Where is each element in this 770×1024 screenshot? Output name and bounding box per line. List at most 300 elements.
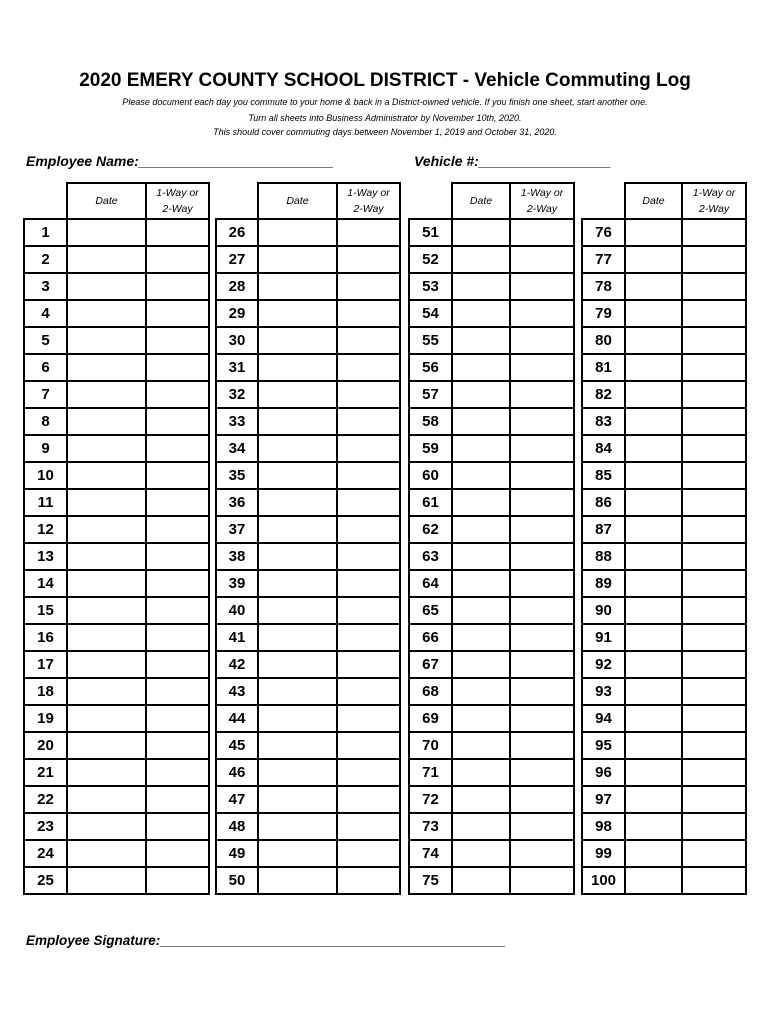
way-cell[interactable]	[337, 813, 400, 840]
table-row	[24, 354, 209, 381]
way-cell[interactable]	[682, 759, 746, 786]
row-number: 56	[409, 354, 452, 381]
way-cell[interactable]	[146, 597, 209, 624]
header-blank	[24, 183, 67, 219]
row-number: 14	[24, 570, 67, 597]
way-cell[interactable]	[510, 813, 574, 840]
date-cell[interactable]	[67, 624, 146, 651]
date-cell[interactable]	[452, 651, 510, 678]
date-cell[interactable]	[67, 786, 146, 813]
date-cell[interactable]	[258, 786, 337, 813]
table-row	[24, 408, 209, 435]
way-cell[interactable]	[682, 246, 746, 273]
way-cell[interactable]	[510, 219, 574, 246]
way-cell[interactable]	[337, 354, 400, 381]
way-cell[interactable]	[146, 273, 209, 300]
table-row	[216, 732, 400, 759]
row-number: 94	[582, 705, 625, 732]
row-number: 61	[409, 489, 452, 516]
log-table-2	[215, 182, 401, 895]
date-cell[interactable]	[67, 543, 146, 570]
way-cell[interactable]	[337, 840, 400, 867]
row-number: 43	[216, 678, 258, 705]
row-number: 81	[582, 354, 625, 381]
date-cell[interactable]	[258, 516, 337, 543]
row-number: 7	[24, 381, 67, 408]
way-cell[interactable]	[682, 381, 746, 408]
way-cell[interactable]	[510, 624, 574, 651]
way-cell[interactable]	[146, 786, 209, 813]
date-cell[interactable]	[452, 300, 510, 327]
way-cell[interactable]	[682, 516, 746, 543]
instruction-line-2: Turn all sheets into Business Administrator by November 10th, 2020.	[248, 113, 522, 123]
date-cell[interactable]	[258, 624, 337, 651]
vehicle-number-field[interactable]: Vehicle #:_________________	[414, 153, 612, 169]
date-cell[interactable]	[452, 705, 510, 732]
date-cell[interactable]	[625, 273, 682, 300]
date-cell[interactable]	[452, 570, 510, 597]
date-cell[interactable]	[625, 705, 682, 732]
row-number: 90	[582, 597, 625, 624]
row-number: 40	[216, 597, 258, 624]
date-cell[interactable]	[258, 840, 337, 867]
table-row	[409, 840, 574, 867]
way-cell[interactable]	[337, 759, 400, 786]
way-cell[interactable]	[510, 732, 574, 759]
way-cell[interactable]	[682, 570, 746, 597]
date-cell[interactable]	[452, 786, 510, 813]
table-row	[582, 408, 746, 435]
date-cell[interactable]	[625, 435, 682, 462]
way-cell[interactable]	[146, 489, 209, 516]
table-row	[24, 840, 209, 867]
way-cell[interactable]	[337, 597, 400, 624]
date-cell[interactable]	[625, 786, 682, 813]
table-row	[409, 408, 574, 435]
way-cell[interactable]	[146, 624, 209, 651]
way-header-line-1: 1-Way or	[520, 187, 564, 199]
table-row	[24, 543, 209, 570]
date-cell[interactable]	[67, 354, 146, 381]
table-row	[582, 570, 746, 597]
table-row	[582, 246, 746, 273]
row-number: 5	[24, 327, 67, 354]
way-cell[interactable]	[682, 732, 746, 759]
table-row	[24, 678, 209, 705]
way-cell[interactable]	[337, 570, 400, 597]
date-cell[interactable]	[258, 408, 337, 435]
way-cell[interactable]	[146, 327, 209, 354]
way-cell[interactable]	[337, 651, 400, 678]
row-number: 13	[24, 543, 67, 570]
date-cell[interactable]	[625, 570, 682, 597]
way-cell[interactable]	[682, 678, 746, 705]
date-cell[interactable]	[67, 462, 146, 489]
way-cell[interactable]	[510, 786, 574, 813]
way-cell[interactable]	[682, 354, 746, 381]
way-cell[interactable]	[682, 840, 746, 867]
row-number: 80	[582, 327, 625, 354]
way-cell[interactable]	[146, 840, 209, 867]
date-cell[interactable]	[625, 300, 682, 327]
way-cell[interactable]	[682, 462, 746, 489]
way-cell[interactable]	[682, 300, 746, 327]
row-number: 77	[582, 246, 625, 273]
date-cell[interactable]	[67, 300, 146, 327]
way-cell[interactable]	[682, 867, 746, 894]
row-number: 16	[24, 624, 67, 651]
row-number: 15	[24, 597, 67, 624]
date-cell[interactable]	[625, 651, 682, 678]
date-cell[interactable]	[625, 813, 682, 840]
table-row	[216, 651, 400, 678]
way-cell[interactable]	[337, 489, 400, 516]
date-cell[interactable]	[67, 813, 146, 840]
way-cell[interactable]	[337, 219, 400, 246]
way-cell[interactable]	[337, 678, 400, 705]
way-cell[interactable]	[146, 219, 209, 246]
way-cell[interactable]	[510, 408, 574, 435]
way-cell[interactable]	[510, 273, 574, 300]
page-title: 2020 EMERY COUNTY SCHOOL DISTRICT - Vehicle Commuting Log	[79, 70, 691, 91]
date-cell[interactable]	[67, 597, 146, 624]
date-cell[interactable]	[67, 840, 146, 867]
way-cell[interactable]	[146, 705, 209, 732]
date-cell[interactable]	[258, 543, 337, 570]
date-cell[interactable]	[452, 759, 510, 786]
way-cell[interactable]	[337, 381, 400, 408]
date-cell[interactable]	[625, 462, 682, 489]
table-row	[24, 489, 209, 516]
log-table-4	[581, 182, 747, 895]
table-row	[216, 570, 400, 597]
row-number: 12	[24, 516, 67, 543]
way-cell[interactable]	[337, 246, 400, 273]
way-header-line-1: 1-Way or	[692, 187, 736, 199]
way-cell[interactable]	[510, 435, 574, 462]
way-cell[interactable]	[146, 543, 209, 570]
way-cell[interactable]	[682, 435, 746, 462]
way-cell[interactable]	[337, 435, 400, 462]
date-cell[interactable]	[625, 678, 682, 705]
row-number: 35	[216, 462, 258, 489]
date-cell[interactable]	[67, 273, 146, 300]
way-cell[interactable]	[337, 543, 400, 570]
way-cell[interactable]	[510, 462, 574, 489]
row-number: 27	[216, 246, 258, 273]
date-cell[interactable]	[258, 651, 337, 678]
date-cell[interactable]	[452, 840, 510, 867]
row-number: 37	[216, 516, 258, 543]
way-cell[interactable]	[510, 678, 574, 705]
way-cell[interactable]	[682, 786, 746, 813]
date-cell[interactable]	[452, 435, 510, 462]
row-number: 53	[409, 273, 452, 300]
row-number: 23	[24, 813, 67, 840]
date-cell[interactable]	[258, 327, 337, 354]
table-row	[24, 705, 209, 732]
date-cell[interactable]	[258, 570, 337, 597]
row-number: 89	[582, 570, 625, 597]
date-cell[interactable]	[258, 300, 337, 327]
way-cell[interactable]	[682, 408, 746, 435]
way-cell[interactable]	[146, 813, 209, 840]
date-cell[interactable]	[625, 246, 682, 273]
way-cell[interactable]	[682, 543, 746, 570]
table-row	[582, 597, 746, 624]
way-cell[interactable]	[146, 381, 209, 408]
date-cell[interactable]	[67, 219, 146, 246]
date-cell[interactable]	[452, 732, 510, 759]
way-cell[interactable]	[510, 543, 574, 570]
way-cell[interactable]	[682, 651, 746, 678]
way-cell[interactable]	[146, 867, 209, 894]
row-number: 98	[582, 813, 625, 840]
way-cell[interactable]	[337, 462, 400, 489]
way-cell[interactable]	[146, 462, 209, 489]
table-row	[409, 597, 574, 624]
way-cell[interactable]	[510, 516, 574, 543]
way-cell[interactable]	[146, 759, 209, 786]
date-cell[interactable]	[452, 327, 510, 354]
row-number: 10	[24, 462, 67, 489]
date-cell[interactable]	[625, 327, 682, 354]
way-cell[interactable]	[146, 651, 209, 678]
way-cell[interactable]	[682, 489, 746, 516]
employee-name-field[interactable]: Employee Name:_________________________	[26, 153, 334, 169]
instruction-line-1: Please document each day you commute to your home & back in a District-owned vehicle. If you finish one sheet, start another one.	[122, 97, 648, 107]
date-cell[interactable]	[625, 597, 682, 624]
table-row	[409, 867, 574, 894]
date-cell[interactable]	[452, 381, 510, 408]
table-row	[24, 246, 209, 273]
date-cell[interactable]	[452, 273, 510, 300]
date-cell[interactable]	[625, 489, 682, 516]
date-cell[interactable]	[258, 597, 337, 624]
row-number: 83	[582, 408, 625, 435]
date-cell[interactable]	[452, 219, 510, 246]
row-number: 74	[409, 840, 452, 867]
date-cell[interactable]	[625, 219, 682, 246]
row-number: 18	[24, 678, 67, 705]
date-cell[interactable]	[67, 651, 146, 678]
way-cell[interactable]	[337, 273, 400, 300]
table-row	[216, 624, 400, 651]
way-cell[interactable]	[682, 597, 746, 624]
date-cell[interactable]	[625, 354, 682, 381]
table-row	[216, 543, 400, 570]
way-header-line-2: 2-Way	[162, 203, 193, 215]
date-cell[interactable]	[258, 705, 337, 732]
date-cell[interactable]	[452, 246, 510, 273]
way-cell[interactable]	[146, 570, 209, 597]
date-cell[interactable]	[625, 624, 682, 651]
row-number: 91	[582, 624, 625, 651]
date-cell[interactable]	[258, 435, 337, 462]
way-cell[interactable]	[146, 678, 209, 705]
way-cell[interactable]	[337, 732, 400, 759]
date-cell[interactable]	[67, 435, 146, 462]
date-cell[interactable]	[67, 759, 146, 786]
way-cell[interactable]	[510, 327, 574, 354]
way-cell[interactable]	[337, 705, 400, 732]
row-number: 86	[582, 489, 625, 516]
date-cell[interactable]	[67, 705, 146, 732]
date-cell[interactable]	[625, 516, 682, 543]
row-number: 58	[409, 408, 452, 435]
date-cell[interactable]	[258, 489, 337, 516]
way-cell[interactable]	[146, 435, 209, 462]
way-cell[interactable]	[146, 732, 209, 759]
way-cell[interactable]	[510, 597, 574, 624]
way-cell[interactable]	[337, 300, 400, 327]
date-cell[interactable]	[452, 408, 510, 435]
way-cell[interactable]	[510, 570, 574, 597]
way-cell[interactable]	[337, 327, 400, 354]
table-row	[582, 273, 746, 300]
table-row	[582, 732, 746, 759]
way-cell[interactable]	[510, 246, 574, 273]
row-number: 65	[409, 597, 452, 624]
way-cell[interactable]	[146, 354, 209, 381]
date-cell[interactable]	[258, 381, 337, 408]
table-row	[409, 300, 574, 327]
date-cell[interactable]	[258, 273, 337, 300]
way-cell[interactable]	[337, 786, 400, 813]
header-blank	[582, 183, 625, 219]
date-cell[interactable]	[67, 678, 146, 705]
table-row	[216, 759, 400, 786]
way-cell[interactable]	[337, 867, 400, 894]
row-number: 34	[216, 435, 258, 462]
date-column-header: Date	[67, 183, 146, 219]
date-cell[interactable]	[625, 543, 682, 570]
table-row	[582, 543, 746, 570]
row-number: 8	[24, 408, 67, 435]
way-cell[interactable]	[510, 867, 574, 894]
way-cell[interactable]	[510, 354, 574, 381]
table-row	[409, 489, 574, 516]
date-cell[interactable]	[625, 867, 682, 894]
table-row	[582, 435, 746, 462]
date-cell[interactable]	[452, 597, 510, 624]
date-cell[interactable]	[67, 489, 146, 516]
row-number: 68	[409, 678, 452, 705]
table-row	[216, 435, 400, 462]
date-column-header: Date	[625, 183, 682, 219]
date-cell[interactable]	[625, 759, 682, 786]
way-cell[interactable]	[146, 300, 209, 327]
date-cell[interactable]	[67, 408, 146, 435]
way-cell[interactable]	[337, 408, 400, 435]
table-row	[409, 246, 574, 273]
way-cell[interactable]	[337, 624, 400, 651]
row-number: 32	[216, 381, 258, 408]
table-row	[24, 462, 209, 489]
date-cell[interactable]	[452, 543, 510, 570]
date-cell[interactable]	[258, 732, 337, 759]
way-cell[interactable]	[682, 327, 746, 354]
table-row	[216, 489, 400, 516]
way-cell[interactable]	[682, 813, 746, 840]
row-number: 39	[216, 570, 258, 597]
date-cell[interactable]	[67, 327, 146, 354]
row-number: 26	[216, 219, 258, 246]
way-cell[interactable]	[510, 705, 574, 732]
date-cell[interactable]	[258, 246, 337, 273]
date-cell[interactable]	[258, 219, 337, 246]
way-cell[interactable]	[146, 246, 209, 273]
employee-signature-field[interactable]: Employee Signature:______________________________________________	[26, 933, 506, 948]
date-cell[interactable]	[258, 813, 337, 840]
date-cell[interactable]	[452, 354, 510, 381]
date-cell[interactable]	[452, 462, 510, 489]
way-cell[interactable]	[510, 759, 574, 786]
way-cell[interactable]	[510, 651, 574, 678]
way-cell[interactable]	[510, 381, 574, 408]
way-cell[interactable]	[682, 219, 746, 246]
date-cell[interactable]	[452, 516, 510, 543]
date-cell[interactable]	[67, 570, 146, 597]
table-row	[24, 516, 209, 543]
table-row	[24, 651, 209, 678]
way-cell[interactable]	[146, 408, 209, 435]
way-cell[interactable]	[510, 300, 574, 327]
date-cell[interactable]	[452, 624, 510, 651]
date-cell[interactable]	[258, 759, 337, 786]
table-row	[409, 219, 574, 246]
date-cell[interactable]	[452, 867, 510, 894]
table-row	[409, 786, 574, 813]
table-row	[582, 651, 746, 678]
row-number: 75	[409, 867, 452, 894]
table-row	[24, 597, 209, 624]
date-cell[interactable]	[452, 678, 510, 705]
date-cell[interactable]	[67, 732, 146, 759]
table-row	[24, 570, 209, 597]
date-cell[interactable]	[67, 246, 146, 273]
way-cell[interactable]	[682, 705, 746, 732]
date-cell[interactable]	[67, 381, 146, 408]
way-cell[interactable]	[337, 516, 400, 543]
date-cell[interactable]	[452, 813, 510, 840]
table-row	[216, 867, 400, 894]
date-cell[interactable]	[258, 462, 337, 489]
way-cell[interactable]	[146, 516, 209, 543]
table-row	[582, 705, 746, 732]
row-number: 69	[409, 705, 452, 732]
date-cell[interactable]	[258, 678, 337, 705]
way-cell[interactable]	[510, 840, 574, 867]
date-cell[interactable]	[625, 381, 682, 408]
date-cell[interactable]	[258, 867, 337, 894]
table-row	[582, 759, 746, 786]
way-cell[interactable]	[510, 489, 574, 516]
date-cell[interactable]	[67, 516, 146, 543]
row-number: 2	[24, 246, 67, 273]
date-cell[interactable]	[625, 840, 682, 867]
way-cell[interactable]	[682, 624, 746, 651]
table-row	[216, 813, 400, 840]
date-cell[interactable]	[625, 408, 682, 435]
row-number: 52	[409, 246, 452, 273]
date-cell[interactable]	[258, 354, 337, 381]
date-cell[interactable]	[625, 732, 682, 759]
table-row	[409, 273, 574, 300]
date-cell[interactable]	[452, 489, 510, 516]
date-cell[interactable]	[67, 867, 146, 894]
way-cell[interactable]	[682, 273, 746, 300]
